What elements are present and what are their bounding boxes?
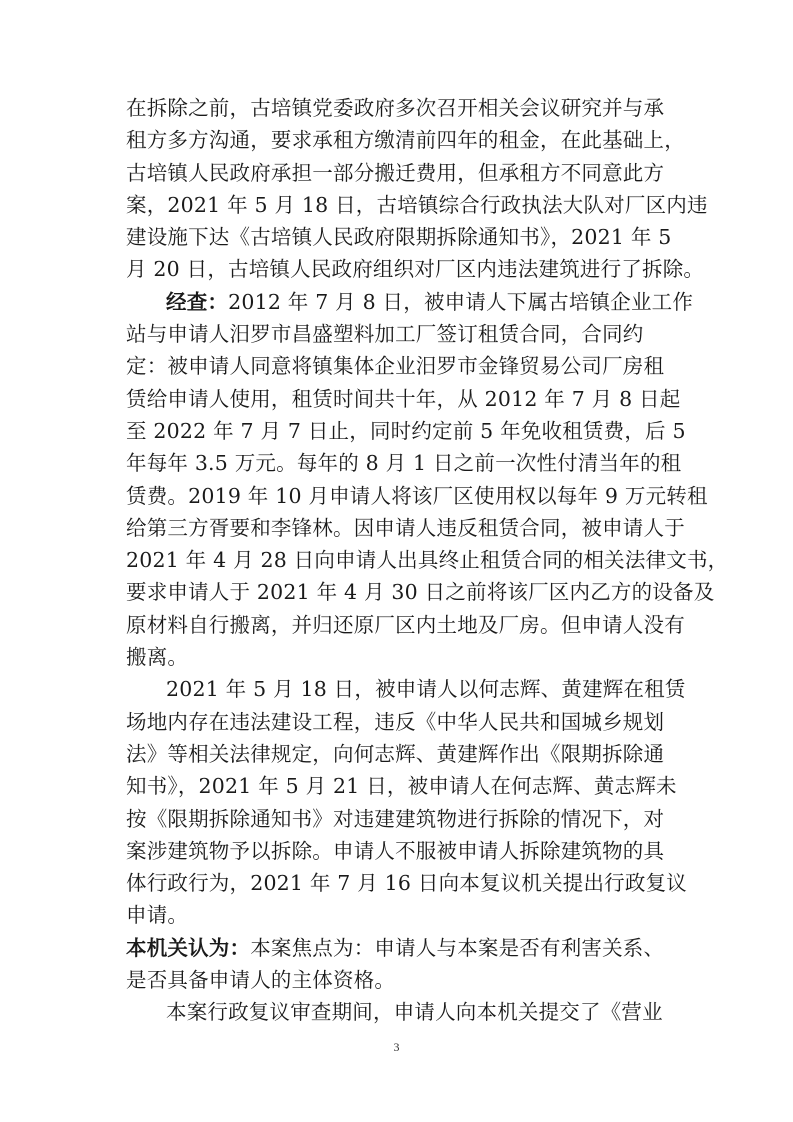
page-number: 3 [393,1040,400,1054]
text-line: 案涉建筑物予以拆除。申请人不服被申请人拆除建筑物的具 [126,838,665,863]
text-line: 本案行政复议审查期间，申请人向本机关提交了《营业 [166,1000,663,1025]
text-line: 原材料自行搬离，并归还原厂区内土地及厂房。但申请人没有 [126,612,685,637]
opinion-heading: 本机关认为： [126,935,251,960]
text-line: 在拆除之前，古培镇党委政府多次召开相关会议研究并与承 [126,96,665,120]
opinion-paragraph-first-line [126,932,686,964]
check-paragraph-first-line [126,286,694,318]
text-line: 年每年 3.5 万元。每年的 8 月 1 日之前一次性付清当年的租 [126,451,682,476]
text-line: 搬离。 [126,645,189,670]
text-line: 2021 年 5 月 18 日，被申请人以何志辉、黄建辉在租赁 [166,677,686,702]
text-line: 月 20 日，古培镇人民政府组织对厂区内违法建筑进行了拆除。 [126,257,705,282]
text-line: 场地内存在违法建设工程，违反《中华人民共和国城乡规划 [126,709,665,734]
text-line: 知书》，2021 年 5 月 21 日，被申请人在何志辉、黄志辉未 [126,774,677,799]
text-line: 本案焦点为：申请人与本案是否有利害关系、 [250,935,665,960]
text-line: 按《限期拆除通知书》对违建建筑物进行拆除的情况下，对 [126,806,665,831]
text-line: 案，2021 年 5 月 18 日，古培镇综合行政执法大队对厂区内违 [126,192,708,217]
text-line: 体行政行为，2021 年 7 月 16 日向本复议机关提出行政复议 [126,871,687,896]
text-line: 古培镇人民政府承担一部分搬迁费用，但承租方不同意此方 [126,160,665,185]
text-line: 赁费。2019 年 10 月申请人将该厂区使用权以每年 9 万元转租 [126,483,708,508]
text-line: 建设施下达《古培镇人民政府限期拆除通知书》，2021 年 5 [126,225,672,250]
text-line: 定：被申请人同意将镇集体企业汨罗市金锋贸易公司厂房租 [126,354,665,379]
text-line: 法》等相关法律规定，向何志辉、黄建辉作出《限期拆除通 [126,741,665,766]
text-line: 站与申请人汨罗市昌盛塑料加工厂签订租赁合同，合同约 [126,322,644,347]
text-line: 至 2022 年 7 月 7 日止，同时约定前 5 年免收租赁费，后 5 [126,418,686,443]
text-line: 2021 年 4 月 28 日向申请人出具终止租赁合同的相关法律文书， [126,548,729,573]
text-line: 要求申请人于 2021 年 4 月 30 日之前将该厂区内乙方的设备及 [126,580,715,605]
check-heading: 经查： [166,289,229,314]
text-line: 申请。 [126,903,189,928]
text-line: 是否具备申请人的主体资格。 [126,968,396,993]
text-line: 2012 年 7 月 8 日，被申请人下属古培镇企业工作 [228,289,694,314]
text-line: 给第三方胥要和李锋林。因申请人违反租赁合同，被申请人于 [126,515,685,540]
document-body [126,92,729,1029]
text-line: 租方多方沟通，要求承租方缴清前四年的租金，在此基础上， [126,128,685,153]
text-line: 赁给申请人使用，租赁时间共十年，从 2012 年 7 月 8 日起 [126,386,681,411]
